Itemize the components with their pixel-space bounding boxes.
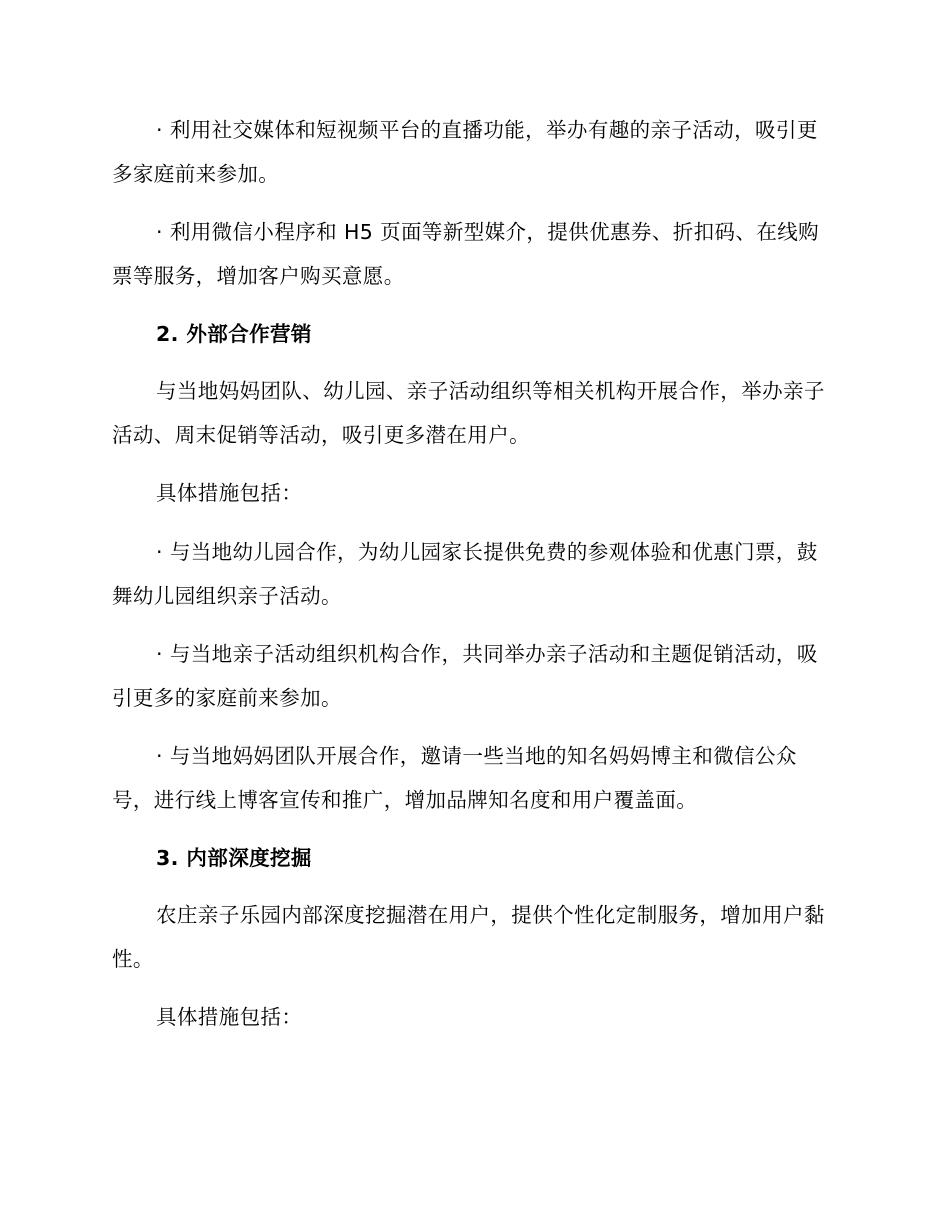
paragraph-external-cooperation: 与当地妈妈团队、幼儿园、亲子活动组织等相关机构开展合作，举办亲子活动、周末促销等活动，吸引更多潜在用户。 xyxy=(112,379,825,447)
section-heading-external-cooperation: 2. 外部合作营销 xyxy=(156,322,312,346)
paragraph-internal-mining: 农庄亲子乐园内部深度挖掘潜在用户，提供个性化定制服务，增加用户黏性。 xyxy=(112,903,825,971)
bullet-mom-team-cooperation: · 与当地妈妈团队开展合作，邀请一些当地的知名妈妈博主和微信公众号，进行线上博客宣传和推广，增加品牌知名度和用户覆盖面。 xyxy=(112,744,797,812)
bullet-mini-program-services: · 利用微信小程序和 H5 页面等新型媒介，提供优惠券、折扣码、在线购票等服务，增加客户购买意愿。 xyxy=(112,220,820,288)
bullet-livestream-activities: · 利用社交媒体和短视频平台的直播功能，举办有趣的亲子活动，吸引更多家庭前来参加。 xyxy=(112,118,818,186)
paragraph-measures-intro: 具体措施包括： xyxy=(156,481,303,505)
section-heading-internal-mining: 3. 内部深度挖掘 xyxy=(156,846,312,870)
paragraph-measures-intro-2: 具体措施包括： xyxy=(156,1005,303,1029)
bullet-activity-organization-cooperation: · 与当地亲子活动组织机构合作，共同举办亲子活动和主题促销活动，吸引更多的家庭前来参加。 xyxy=(112,642,818,710)
bullet-kindergarten-cooperation: · 与当地幼儿园合作，为幼儿园家长提供免费的参观体验和优惠门票，鼓舞幼儿园组织亲子活动。 xyxy=(112,540,818,608)
